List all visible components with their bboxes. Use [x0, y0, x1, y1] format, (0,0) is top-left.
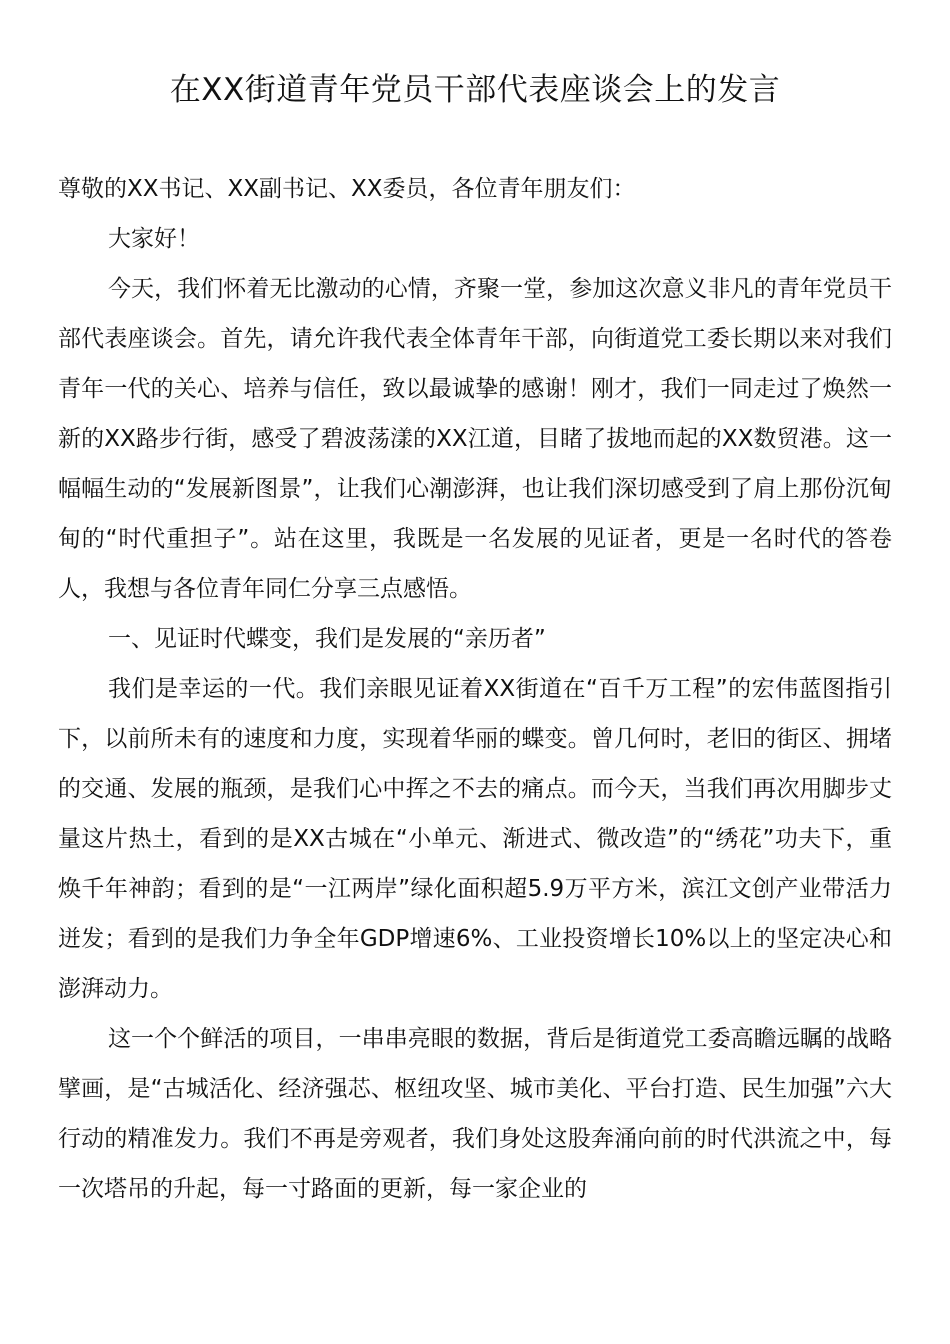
section-heading-1: 一、见证时代蝶变，我们是发展的“亲历者” — [108, 626, 546, 652]
paragraph-section-1-continued: 这一个个鲜活的项目，一串串亮眼的数据，背后是街道党工委高瞻远瞩的战略擘画，是“古城活化、经济强芯、枢纽攻坚、城市美化、平台打造、民生加强”六大行动的精准发力。我们不再是旁观者，我们身处这股奔涌向前的时代洪流之中，每一次塔吊的升起，每一寸路面的更新，每一家企业的 — [58, 1026, 892, 1202]
paragraph-section-1: 我们是幸运的一代。我们亲眼见证着XX街道在“百千万工程”的宏伟蓝图指引下，以前所未有的速度和力度，实现着华丽的蝶变。曾几何时，老旧的街区、拥堵的交通、发展的瓶颈，是我们心中挥之不去的痛点。而今天，当我们再次用脚步丈量这片热土，看到的是XX古城在“小单元、渐进式、微改造”的“绣花”功夫下，重焕千年神韵；看到的是“一江两岸”绿化面积超5.9万平方米，滨江文创产业带活力迸发；看到的是我们力争全年GDP增速6%、工业投资增长10%以上的坚定决心和澎湃动力。 — [58, 676, 892, 1002]
greeting: 大家好！ — [108, 226, 200, 252]
paragraph-intro: 今天，我们怀着无比激动的心情，齐聚一堂，参加这次意义非凡的青年党员干部代表座谈会。首先，请允许我代表全体青年干部，向街道党工委长期以来对我们青年一代的关心、培养与信任，致以最诚挚的感谢！刚才，我们一同走过了焕然一新的XX路步行街，感受了碧波荡漾的XX江道，目睹了拔地而起的XX数贸港。这一幅幅生动的“发展新图景”，让我们心潮澎湃，也让我们深切感受到了肩上那份沉甸甸的“时代重担子”。站在这里，我既是一名发展的见证者，更是一名时代的答卷人，我想与各位青年同仁分享三点感悟。 — [58, 276, 892, 602]
salutation: 尊敬的XX书记、XX副书记、XX委员，各位青年朋友们： — [58, 176, 636, 202]
document-title: 在XX街道青年党员干部代表座谈会上的发言 — [169, 72, 781, 108]
document-body — [58, 164, 892, 1214]
